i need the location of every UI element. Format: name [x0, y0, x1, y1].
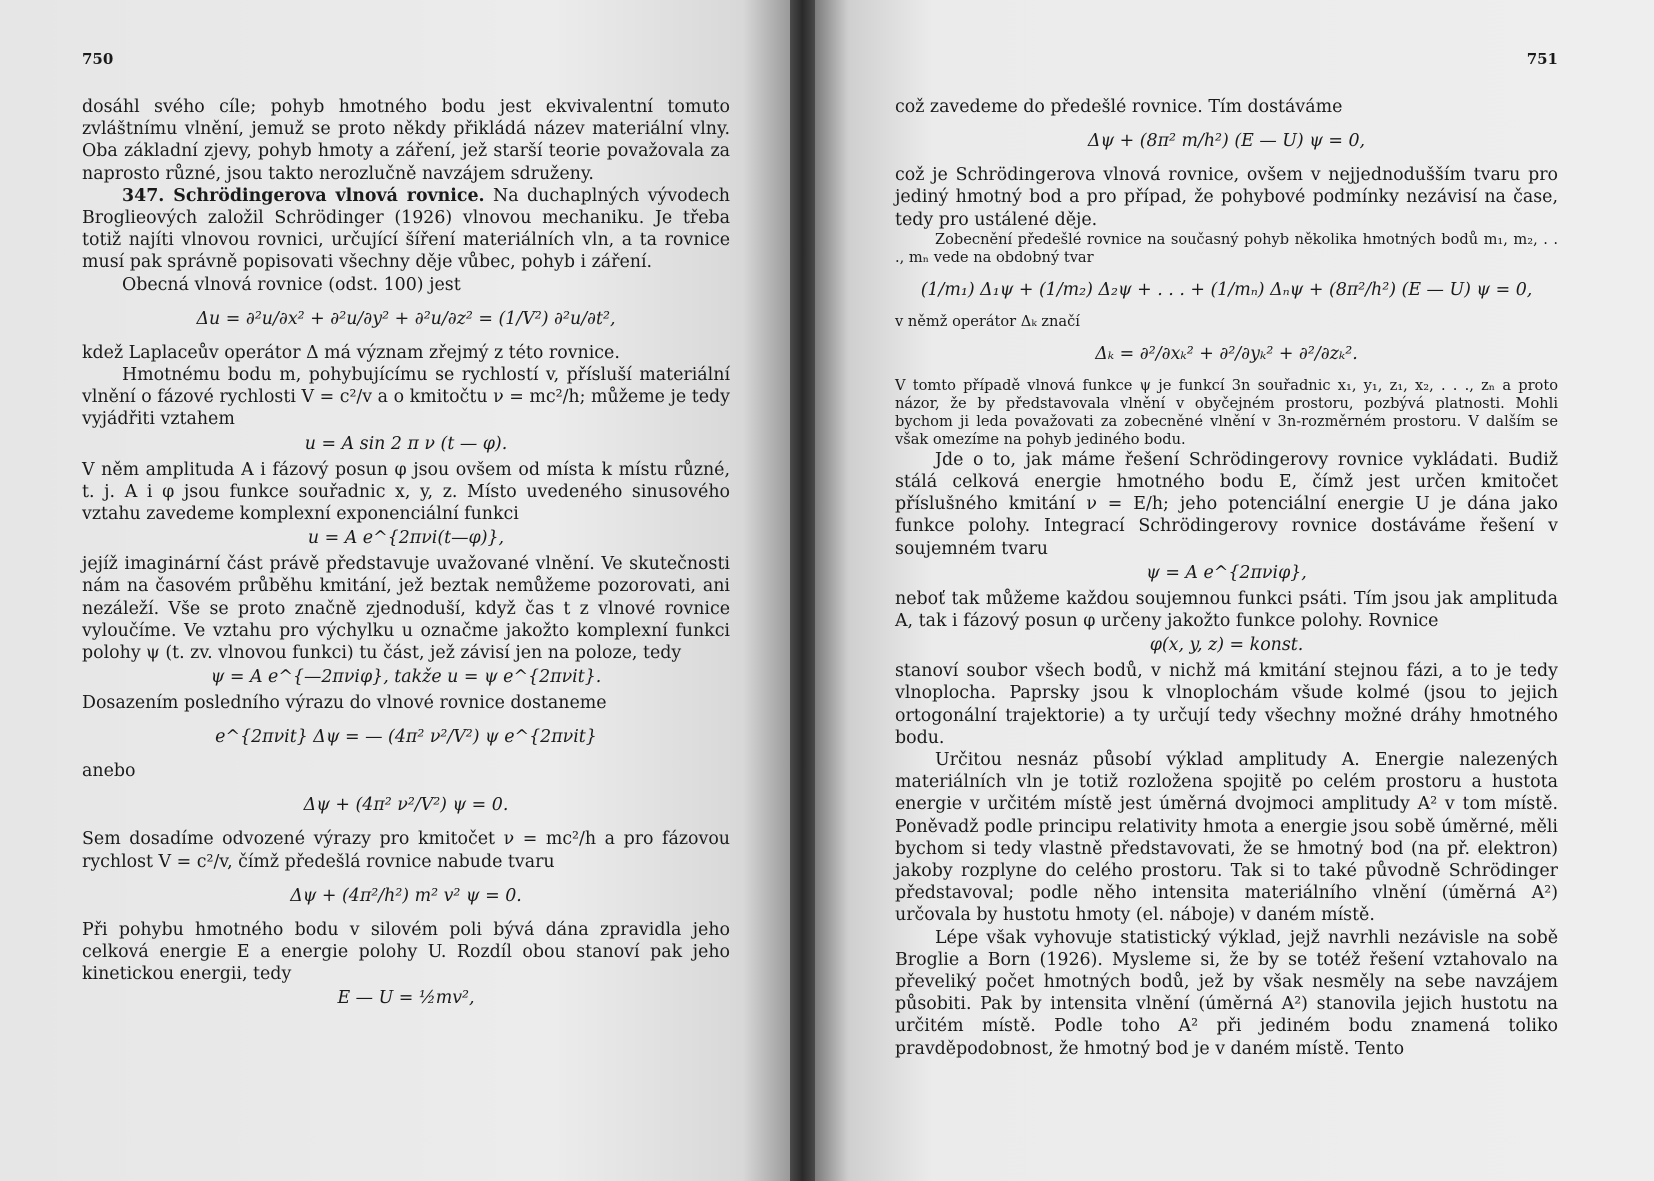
right-paragraph-10: Lépe však vyhovuje statistický výklad, jejž navrhli nezávisle na sobě Broglie a Born (1926). Mysleme si, že by se totéž řešení vztahovalo na převeliký počet hmotných bodů, jež by však nesměly na sebe navzájem působiti. Pak by intensita vlnění (úměrná A²) stanovila jejich hustotu na určitém místě. Podle toho A² při jediném bodu znamená toliko pravděpodobnost, že hmotný bod je v daném místě. Tento	[895, 927, 1558, 1059]
right-paragraph-9: Určitou nesnáz působí výklad amplitudy A. Energie nalezených materiálních vln je totiž rozložena spojitě po celém prostoru a hustota energie v určitém místě jest úměrná dvojmoci amplitudy A² v tom místě. Poněvadž podle principu relativity hmota a energie jsou sobě úměrné, měli bychom si tedy vlastně představovati, že se hmotný bod (na př. elektron) jakoby rozplyne do celého prostoru. Tak si to také původně Schrödinger představoval; podle něho intensita materiálního vlnění (úměrná A²) určovala by hustotu hmoty (el. náboje) v daném místě.	[895, 750, 1558, 926]
left-paragraph-2: Na duchaplných vývodech Broglieových založil Schrödinger (1926) vlnovou mechaniku. Je třeba totiž najíti vlnovou rovnici, určující šíření materiálních vln, a ta rovnice musí pak správně popisovati všechny děje vůbec, pohyb i záření.	[82, 185, 731, 273]
page-number-left: 750	[82, 50, 114, 68]
left-anebo: anebo	[82, 761, 136, 782]
left-equation-7: Δψ + (4π²/h²) m² v² ψ = 0.	[290, 885, 522, 906]
left-equation-3: u = A e^{2πνi(t—φ)},	[307, 528, 505, 549]
book-gutter	[790, 0, 815, 1181]
right-paragraph-5: V tomto případě vlnová funkce ψ je funkcí 3n souřadnic x₁, y₁, z₁, x₂, . . ., zₙ a proto názor, že by představovala vlnění v obyčejném prostoru, pozbývá platnosti. Mohli bychom ji leda považovati za zobecněné vlnění v 3n-rozměrném prostoru. V dalším se však omezíme na pohyb jediného bodu.	[895, 376, 1558, 448]
right-paragraph-4: v němž operátor Δₖ značí	[895, 312, 1080, 330]
left-paragraph-3: Obecná vlnová rovnice (odst. 100) jest	[122, 274, 461, 295]
right-equation-1: Δψ + (8π² m/h²) (E — U) ψ = 0,	[1087, 131, 1366, 152]
left-equation-5: e^{2πνit} Δψ = — (4π² ν²/V²) ψ e^{2πνit}	[215, 727, 597, 748]
left-paragraph-4: kdež Laplaceův operátor Δ má význam zřejmý z této rovnice.	[82, 342, 620, 363]
left-equation-1: Δu = ∂²u/∂x² + ∂²u/∂y² + ∂²u/∂z² = (1/V²) ∂²u/∂t²,	[196, 308, 616, 329]
right-equation-4: ψ = A e^{2πνiφ},	[1146, 562, 1307, 583]
right-paragraph-8: stanoví soubor všech bodů, v nichž má kmitání stejnou fázi, a to je tedy vlnoplocha. Paprsky jsou k vlnoplochám všude kolmé (jsou to jejich ortogonální trajektorie) a ty určují tedy všechny možné dráhy hmotného bodu.	[895, 661, 1558, 748]
left-equation-4: ψ = A e^{—2πνiφ}, takže u = ψ e^{2πνit}.	[210, 667, 602, 688]
right-page	[815, 0, 1654, 1181]
left-section-paragraph	[82, 185, 730, 274]
left-paragraph-10: Při pohybu hmotného bodu v silovém poli bývá dána zpravidla jeho celková energie E a energie polohy U. Rozdíl obou stanoví pak jeho kinetickou energii, tedy	[82, 919, 730, 985]
right-equation-2: (1/m₁) Δ₁ψ + (1/m₂) Δ₂ψ + . . . + (1/mₙ) Δₙψ + (8π²/h²) (E — U) ψ = 0,	[920, 279, 1533, 300]
left-equation-2: u = A sin 2 π ν (t — φ).	[304, 433, 508, 454]
right-equation-5: φ(x, y, z) = konst.	[1149, 635, 1304, 656]
left-page	[0, 0, 790, 1181]
right-equation-3: Δₖ = ∂²/∂xₖ² + ∂²/∂yₖ² + ∂²/∂zₖ².	[1095, 343, 1358, 364]
right-paragraph-1: což zavedeme do předešlé rovnice. Tím dostáváme	[895, 97, 1343, 117]
left-equation-8: E — U = ½mv²,	[337, 988, 475, 1009]
left-paragraph-1: dosáhl svého cíle; pohyb hmotného bodu jest ekvivalentní tomuto zvláštnímu vlnění, jemuž se proto někdy přikládá název materiální vlny. Oba základní zjevy, pohyb hmoty a záření, jež starší teorie považovala za naprosto různé, jsou takto nerozlučně navzájem sdruženy.	[82, 97, 730, 184]
right-paragraph-6: Jde o to, jak máme řešení Schrödingerovy rovnice vykládati. Budiž stálá celková energie hmotného bodu E, čímž jest určen kmitočet příslušného kmitání ν = E/h; jeho potenciální energie U je dána jako funkce polohy. Integrací Schrödingerovy rovnice dostáváme řešení v soujemném tvaru	[895, 449, 1558, 559]
left-paragraph-6: V něm amplituda A i fázový posun φ jsou ovšem od místa k místu různé, t. j. A i φ jsou funkce souřadnic x, y, z. Místo uvedeného sinusového vztahu zavedeme komplexní exponenciální funkci	[82, 459, 730, 525]
left-equation-6: Δψ + (4π² ν²/V²) ψ = 0.	[303, 795, 509, 816]
left-paragraph-7: jejíž imaginární část právě představuje uvažované vlnění. Ve skutečnosti nám na časovém průběhu kmitání, jež beztak nemůžeme pozorovati, ani nezáleží. Vše se proto značně zjednoduší, když čas t z vlnové rovnice vyloučíme. Ve vztahu pro výchylku u označme jakožto komplexní funkci polohy ψ (t. zv. vlnovou funkci) tu část, jež závisí jen na poloze, tedy	[82, 554, 730, 664]
right-paragraph-7: neboť tak můžeme každou soujemnou funkci psáti. Tím jsou jak amplituda A, tak i fázový posun φ určeny jakožto funkce polohy. Rovnice	[895, 588, 1558, 632]
right-paragraph-3: Zobecnění předešlé rovnice na současný pohyb několika hmotných bodů m₁, m₂, . . ., mₙ vede na obdobný tvar	[895, 230, 1558, 266]
right-paragraph-2: což je Schrödingerova vlnová rovnice, ovšem v nejjednodušším tvaru pro jediný hmotný bod a pro případ, že pohybové podmínky nezávisí na čase, tedy pro ustálené děje.	[895, 165, 1558, 230]
left-paragraph-8: Dosazením posledního výrazu do vlnové rovnice dostaneme	[82, 693, 607, 714]
left-paragraph-5: Hmotnému bodu m, pohybujícímu se rychlostí v, přísluší materiální vlnění o fázové rychlosti V = c²/v a o kmitočtu ν = mc²/h; můžeme je tedy vyjádřiti vztahem	[82, 365, 730, 430]
section-heading: 347. Schrödingerova vlnová rovnice.	[122, 185, 485, 206]
left-paragraph-9: Sem dosadíme odvozené výrazy pro kmitočet ν = mc²/h a pro fázovou rychlost V = c²/v, čímž předešlá rovnice nabude tvaru	[82, 829, 730, 872]
page-number-right: 751	[1526, 50, 1558, 68]
